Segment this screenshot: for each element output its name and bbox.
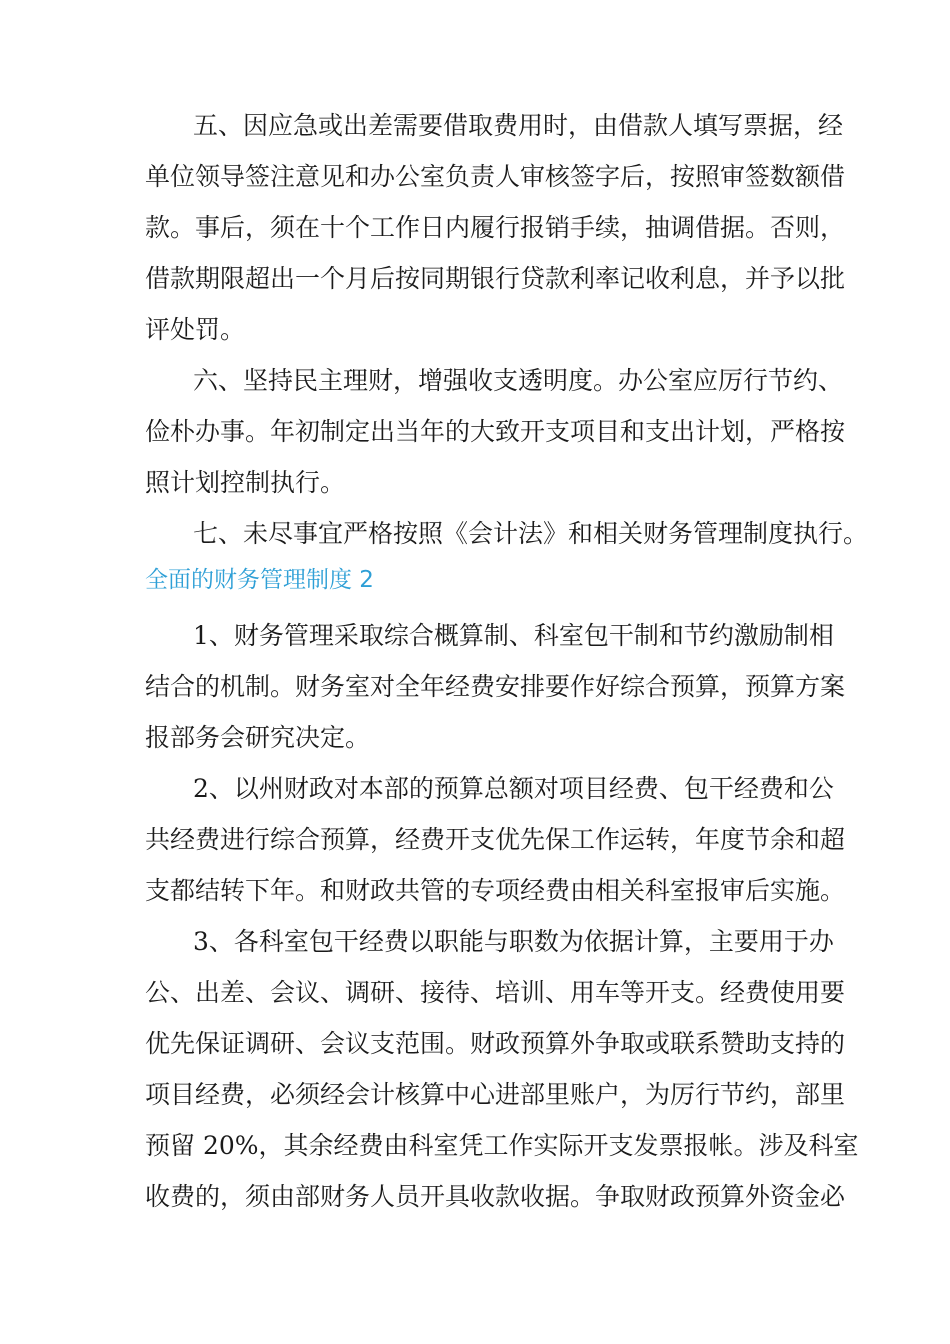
paragraph-6-line-1: 六、坚持民主理财，增强收支透明度。办公室应厉行节约、	[193, 366, 844, 395]
paragraph-5-line-5: 评处罚。	[145, 315, 246, 344]
item-2-line-1: 2、以州财政对本部的预算总额对项目经费、包干经费和公	[193, 774, 834, 803]
section-heading: 全面的财务管理制度 2	[145, 567, 374, 593]
item-2-line-3: 支都结转下年。和财政共管的专项经费由相关科室报审后实施。	[145, 876, 846, 905]
paragraph-5-line-4: 借款期限超出一个月后按同期银行贷款利率记收利息，并予以批	[145, 264, 846, 293]
item-3-line-5: 预留 20%，其余经费由科室凭工作实际开支发票报帐。涉及科室	[145, 1131, 859, 1160]
paragraph-5-line-1: 五、因应急或出差需要借取费用时，由借款人填写票据，经	[193, 111, 844, 140]
item-1-line-1: 1、财务管理采取综合概算制、科室包干制和节约激励制相	[193, 621, 834, 650]
item-3-line-1: 3、各科室包干经费以职能与职数为依据计算，主要用于办	[193, 927, 834, 956]
paragraph-7-line-1: 七、未尽事宜严格按照《会计法》和相关财务管理制度执行。	[193, 519, 869, 548]
paragraph-5-line-2: 单位领导签注意见和办公室负责人审核签字后，按照审签数额借	[145, 162, 846, 191]
paragraph-5-line-3: 款。事后，须在十个工作日内履行报销手续，抽调借据。否则，	[145, 213, 846, 242]
item-3-line-4: 项目经费，必须经会计核算中心进部里账户，为厉行节约，部里	[145, 1080, 846, 1109]
item-3-line-6: 收费的，须由部财务人员开具收款收据。争取财政预算外资金必	[145, 1182, 846, 1211]
item-1-line-3: 报部务会研究决定。	[145, 723, 371, 752]
item-3-line-3: 优先保证调研、会议支范围。财政预算外争取或联系赞助支持的	[145, 1029, 846, 1058]
item-3-line-2: 公、出差、会议、调研、接待、培训、用车等开支。经费使用要	[145, 978, 846, 1007]
item-2-line-2: 共经费进行综合预算，经费开支优先保工作运转，年度节余和超	[145, 825, 846, 854]
paragraph-6-line-2: 俭朴办事。年初制定出当年的大致开支项目和支出计划，严格按	[145, 417, 846, 446]
paragraph-6-line-3: 照计划控制执行。	[145, 468, 346, 497]
item-1-line-2: 结合的机制。财务室对全年经费安排要作好综合预算，预算方案	[145, 672, 846, 701]
